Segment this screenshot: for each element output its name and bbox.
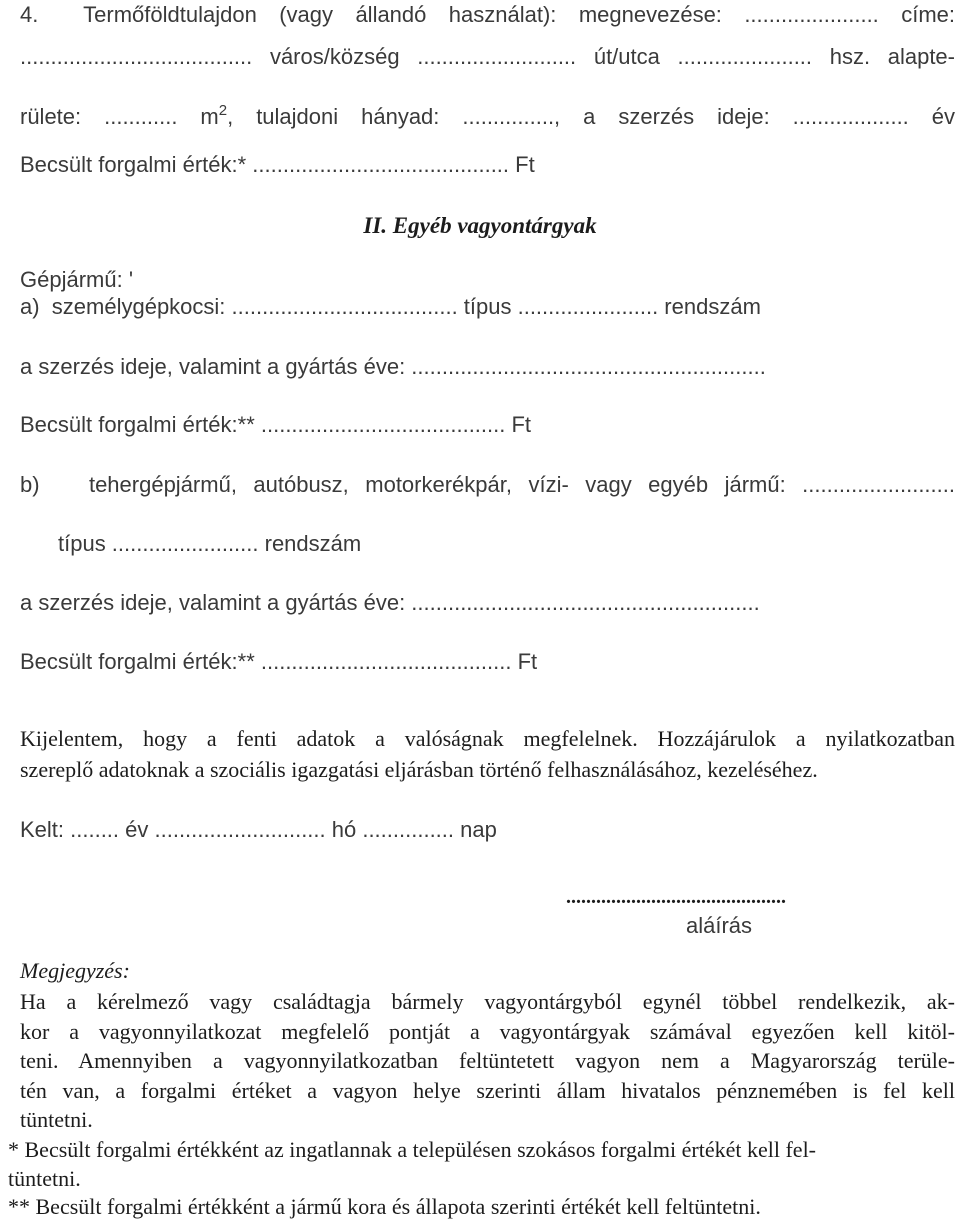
- date-line: Kelt: ........ év ............................ hó ............... nap: [20, 817, 497, 842]
- property-line-1: 4. Termőföldtulajdon (vagy állandó használat): megnevezése: ...................... címe:: [20, 2, 955, 27]
- declaration-line-1: Kijelentem, hogy a fenti adatok a valóságnak megfelelnek. Hozzájárulok a nyilatkozatban: [20, 726, 955, 751]
- car-date-line: a szerzés ideje, valamint a gyártás éve: ..........................................................: [20, 354, 766, 379]
- other-vehicle-date-line: a szerzés ideje, valamint a gyártás éve: .........................................................: [20, 590, 760, 615]
- note-line: Ha a kérelmező vagy családtagja bármely vagyontárgyból egynél többel rendelkezik, ak-: [20, 989, 955, 1014]
- footnote-1-line-1: * Becsült forgalmi értékként az ingatlannak a településen szokásos forgalmi értékét kell fel-: [8, 1137, 817, 1162]
- property-line-2: ...................................... város/község .......................... út/utca ...................... hsz. alapte-: [20, 44, 955, 69]
- area-text: rülete: ............ m: [20, 104, 219, 129]
- other-vehicle-type-line: típus ........................ rendszám: [58, 531, 362, 556]
- note-line: teni. Amennyiben a vagyonnyilatkozatban feltüntetett vagyon nem a Magyarország terüle-: [20, 1048, 955, 1073]
- note-title: Megjegyzés:: [20, 958, 130, 983]
- area-unit-superscript: 2: [218, 102, 228, 119]
- footnote-1-line-2: tüntetni.: [8, 1166, 81, 1191]
- note-line: tüntetni.: [20, 1107, 93, 1132]
- note-line: kor a vagyonnyilatkozat megfelelő pontját a vagyontárgyak számával egyezően kell kitöl-: [20, 1019, 955, 1044]
- declaration-line-2: szereplő adatoknak a szociális igazgatási eljárásban történő felhasználásához, kezeléséhez.: [20, 757, 818, 782]
- vehicle-heading: Gépjármű: ': [20, 267, 134, 292]
- property-value-line: Becsült forgalmi érték:* .......................................... Ft: [20, 152, 535, 177]
- other-vehicle-line: b) tehergépjármű, autóbusz, motorkerékpár, vízi- vagy egyéb jármű: .........................: [20, 472, 955, 497]
- signature-dots: ............................................: [566, 886, 786, 908]
- other-vehicle-value-line: Becsült forgalmi érték:** ......................................... Ft: [20, 649, 538, 674]
- car-value-line: Becsült forgalmi érték:** ........................................ Ft: [20, 412, 532, 437]
- car-line: a) személygépkocsi: ..................................... típus ....................... rendszám: [20, 294, 761, 319]
- ownership-text: , tulajdoni hányad: ..............., a szerzés ideje: ................... év: [227, 104, 956, 129]
- note-line: tén van, a forgalmi értéket a vagyon helye szerinti állam hivatalos pénznemében is fel kell: [20, 1078, 955, 1103]
- signature-label: aláírás: [686, 913, 753, 938]
- footnote-2: ** Becsült forgalmi értékként a jármű kora és állapota szerinti értékét kell feltüntetni.: [8, 1194, 761, 1219]
- section-title: II. Egyéb vagyontárgyak: [363, 213, 597, 238]
- property-line-3: [20, 98, 955, 130]
